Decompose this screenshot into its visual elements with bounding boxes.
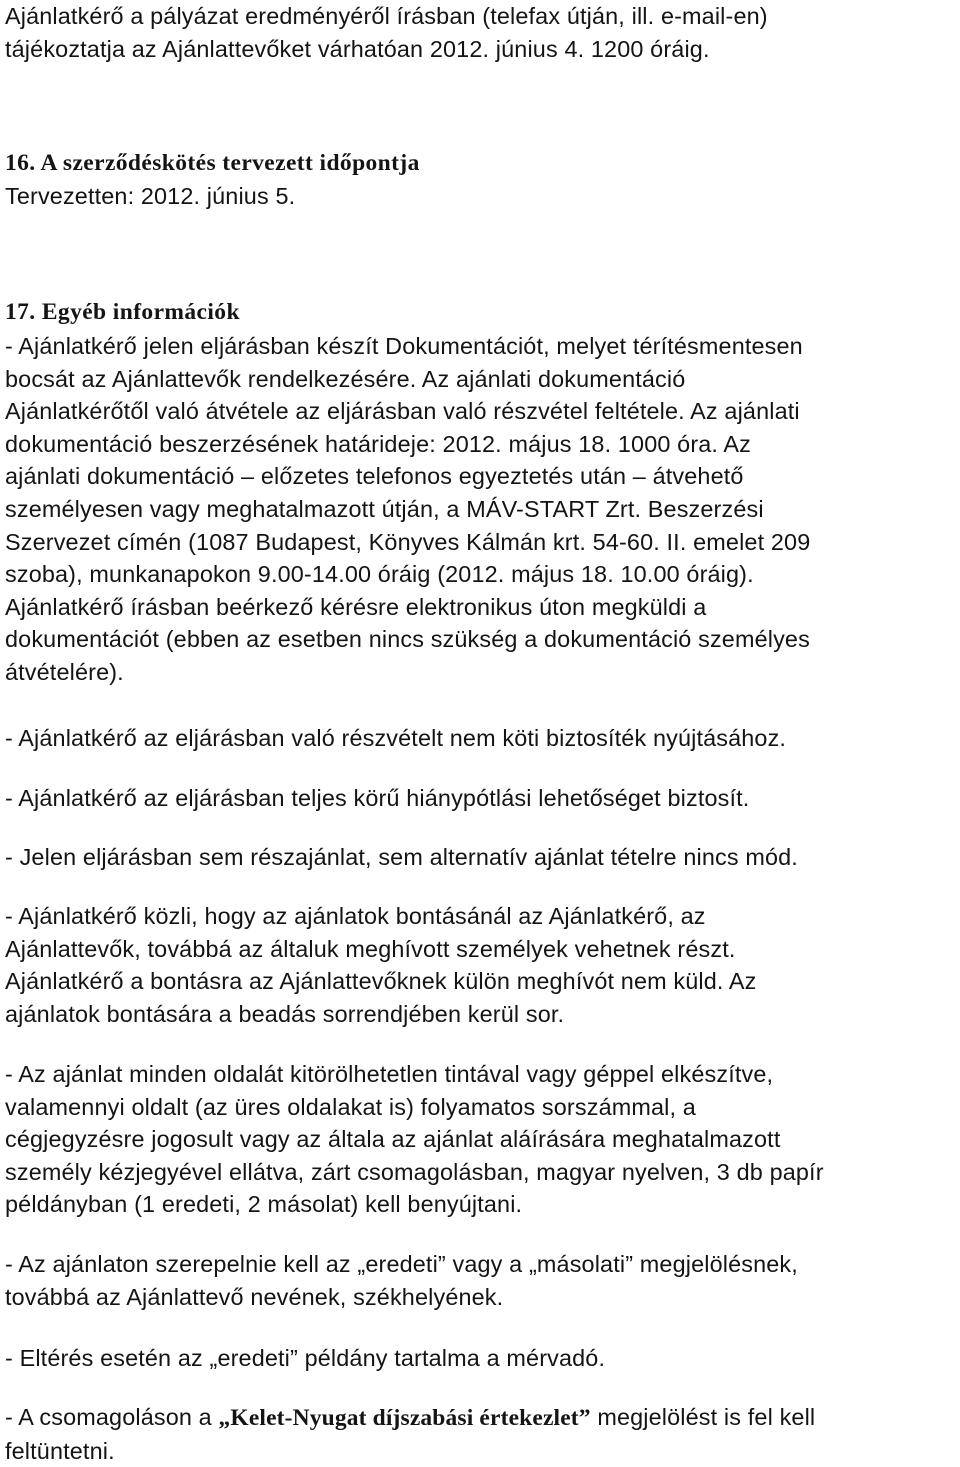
text-segment: - A csomagoláson a	[5, 1404, 219, 1430]
text-line	[5, 1401, 958, 1435]
paragraph-packaging	[5, 1401, 958, 1467]
text-line: dokumentáció beszerzésének határideje: 2012. május 18. 1000 óra. Az	[5, 430, 752, 457]
paragraph-submission	[5, 1058, 958, 1221]
text-line: tájékoztatja az Ajánlattevőket várhatóan 2012. június 4. 1200 óráig.	[5, 35, 710, 62]
text-line: feltüntetni.	[5, 1437, 115, 1464]
intro-paragraph	[5, 0, 958, 65]
text-line: ajánlati dokumentáció – előzetes telefonos egyeztetés után – átvehető	[5, 463, 744, 490]
text-line: átvételére).	[5, 658, 124, 685]
section-heading: 17. Egyéb információk	[5, 299, 240, 325]
text-line: Ajánlattevők, továbbá az általuk meghívott személyek vehetnek részt.	[5, 935, 736, 962]
text-segment: megjelölést is fel kell	[590, 1404, 816, 1430]
section-16	[5, 147, 958, 212]
text-line: személyesen vagy meghatalmazott útján, a MÁV-START Zrt. Beszerzési	[5, 495, 764, 522]
paragraph-discrepancy	[5, 1342, 958, 1375]
text-line: dokumentációt (ebben az esetben nincs szükség a dokumentáció személyes	[5, 626, 810, 653]
text-line: - Eltérés esetén az „eredeti” példány tartalma a mérvadó.	[5, 1345, 606, 1371]
text-line: továbbá az Ajánlattevő nevének, székhelyének.	[5, 1283, 504, 1310]
paragraph-deficiency	[5, 782, 958, 815]
paragraph-guarantee	[5, 722, 958, 755]
text-line: Ajánlatkérő írásban beérkező kérésre elektronikus úton megküldi a	[5, 593, 707, 620]
section-17	[5, 296, 958, 329]
text-line: cégjegyzésre jogosult vagy az általa az ajánlat aláírására meghatalmazott	[5, 1126, 781, 1153]
text-line: Ajánlatkérő a pályázat eredményéről írásban (telefax útján, ill. e-mail-en)	[5, 3, 768, 29]
text-line: valamennyi oldalt (az üres oldalakat is) folyamatos sorszámmal, a	[5, 1093, 696, 1120]
text-line: bocsát az Ajánlattevők rendelkezésére. Az ajánlati dokumentáció	[5, 365, 686, 392]
paragraph-marking	[5, 1248, 958, 1313]
paragraph-documentation	[5, 330, 958, 689]
text-line: Ajánlatkérőtől való átvétele az eljárásban való részvétel feltétele. Az ajánlati	[5, 398, 800, 425]
section-heading: 16. A szerződéskötés tervezett időpontja	[5, 150, 420, 176]
text-line: Tervezetten: 2012. június 5.	[5, 182, 296, 209]
text-line: - Az ajánlat minden oldalát kitörölhetetlen tintával vagy géppel elkészítve,	[5, 1061, 774, 1087]
text-line: szoba), munkanapokon 9.00-14.00 óráig (2012. május 18. 10.00 óráig).	[5, 561, 754, 588]
text-line: - Jelen eljárásban sem részajánlat, sem alternatív ajánlat tételre nincs mód.	[5, 844, 798, 870]
text-line: személy kézjegyével ellátva, zárt csomagolásban, magyar nyelven, 3 db papír	[5, 1158, 824, 1185]
text-line: - Ajánlatkérő az eljárásban teljes körű hiánypótlási lehetőséget biztosít.	[5, 785, 750, 811]
text-line: - Az ajánlaton szerepelnie kell az „eredeti” vagy a „másolati” megjelölésnek,	[5, 1251, 798, 1277]
paragraph-opening	[5, 900, 958, 1030]
text-line: - Ajánlatkérő jelen eljárásban készít Dokumentációt, melyet térítésmentesen	[5, 333, 803, 359]
emphasis-label: „Kelet-Nyugat díjszabási értekezlet”	[218, 1405, 591, 1431]
paragraph-partial-bid	[5, 841, 958, 874]
text-line: Ajánlatkérő a bontásra az Ajánlattevőknek külön meghívót nem küld. Az	[5, 968, 757, 995]
text-line: Szervezet címén (1087 Budapest, Könyves Kálmán krt. 54-60. II. emelet 209	[5, 528, 811, 555]
text-line: - Ajánlatkérő az eljárásban való részvételt nem köti biztosíték nyújtásához.	[5, 725, 787, 751]
text-line: példányban (1 eredeti, 2 másolat) kell benyújtani.	[5, 1191, 523, 1218]
text-line: - Ajánlatkérő közli, hogy az ajánlatok bontásánál az Ajánlatkérő, az	[5, 903, 706, 929]
text-line: ajánlatok bontására a beadás sorrendjében kerül sor.	[5, 1000, 565, 1027]
